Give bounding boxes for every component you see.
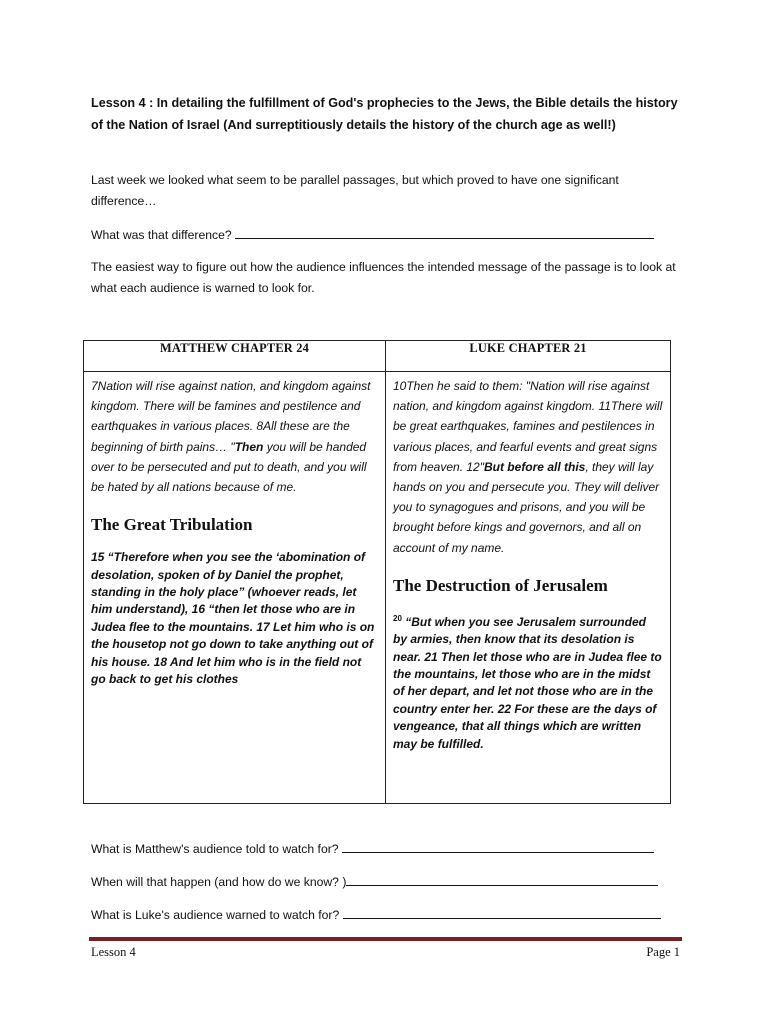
- luke-passage-a-text: 10Then he said to them: "Nation will rise against nation, and kingdom against kingdom. 11There will be great earthquakes, famines and pestilences in various places, and fearful events and great signs from heaven. 12": [393, 379, 663, 474]
- lesson-title: Lesson 4 : In detailing the fulfillment of God's prophecies to the Jews, the Bible details the history of the Nation of Israel (And surreptitiously details the history of the church age as well!): [91, 96, 678, 132]
- great-tribulation-heading: The Great Tribulation: [91, 515, 253, 535]
- question-luke: [91, 905, 671, 923]
- question-matthew: [91, 839, 671, 857]
- question-when: [91, 872, 671, 890]
- footer-rule: [89, 937, 682, 941]
- matthew-emphasis: Then: [234, 439, 264, 454]
- matthew-passage-b: 15 “Therefore when you see the ‘abomination of desolation, spoken of by Daniel the prophet, standing in the holy place” (whoever reads, let him understand), 16 “then let those who are in Judea flee to the mountains. 17 Let him who is on the housetop not go down to take anything out of his house. 18 And let him who is in the field not go back to get his clothes: [91, 550, 375, 687]
- table-header-row: [84, 341, 671, 372]
- luke-passage-b-text: “But when you see Jerusalem surrounded by armies, then know that its desolation is near. 21 Then let those who are in Judea flee to the mountains, let those who are in the midst of her depart, and let not those who are in the country enter her. 22 For these are the days of vengeance, that all things which are written may be fulfilled.: [393, 614, 662, 751]
- question-luke-text: What is Luke's audience warned to watch for?: [91, 908, 343, 922]
- when-answer-blank[interactable]: [346, 872, 658, 886]
- luke-emphasis: But before all this: [483, 459, 586, 474]
- luke-passage-a-text-cont: , they will lay hands on you and persecute you. They will deliver you to synagogues and prisons, and you will be brought before kings and governors, and all on account of my name.: [393, 459, 660, 555]
- difference-answer-blank[interactable]: [235, 225, 654, 239]
- luke-passage-a: [393, 376, 663, 558]
- matthew-answer-blank[interactable]: [342, 839, 654, 853]
- matthew-column-header: MATTHEW CHAPTER 24: [84, 341, 386, 372]
- matthew-passage-a: [91, 376, 378, 497]
- audience-paragraph: The easiest way to figure out how the audience influences the intended message of the passage is to look at what each audience is warned to look for.: [91, 260, 676, 295]
- intro-paragraph: Last week we looked what seem to be parallel passages, but which proved to have one significant difference…: [91, 173, 619, 208]
- question-when-text: When will that happen (and how do we know? ): [91, 875, 347, 889]
- luke-cell: [386, 372, 671, 804]
- difference-question-text: What was that difference?: [91, 228, 236, 242]
- matthew-cell: [84, 372, 386, 804]
- difference-question: [91, 225, 681, 246]
- verse-number: 20: [393, 613, 402, 623]
- matthew-passage-a-text-cont: you will be handed over to be persecuted and put to death, and you will be hated by all nations because of me.: [91, 439, 367, 495]
- question-matthew-text: What is Matthew's audience told to watch for?: [91, 842, 342, 856]
- destruction-of-jerusalem-heading: The Destruction of Jerusalem: [393, 575, 608, 595]
- footer-page-number: Page 1: [646, 945, 680, 959]
- luke-passage-b: [393, 610, 663, 753]
- luke-column-header: LUKE CHAPTER 21: [386, 341, 671, 372]
- matthew-passage-a-text: 7Nation will rise against nation, and kingdom against kingdom. There will be famines and pestilence and earthquakes in various places. 8All these are the beginning of birth pains… ": [91, 379, 371, 454]
- table-body-row: [84, 372, 671, 804]
- luke-answer-blank[interactable]: [343, 905, 661, 919]
- footer-lesson: Lesson 4: [91, 945, 136, 959]
- comparison-table: [83, 340, 671, 804]
